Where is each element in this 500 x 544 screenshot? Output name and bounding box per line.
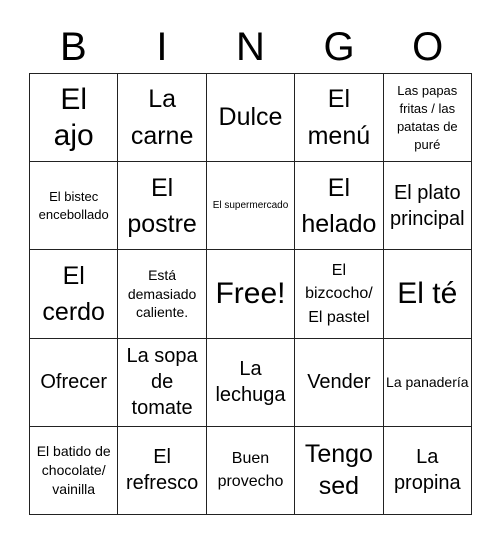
- cell-text: La carne: [130, 85, 194, 150]
- cell-text: Ofrecer: [40, 371, 108, 394]
- header-letter-o: O: [412, 25, 444, 69]
- cell-text: La panadería: [386, 373, 469, 390]
- cell-text: El cerdo: [42, 261, 105, 326]
- cell-text: La lechuga: [215, 358, 286, 407]
- cell-text: El bistec encebollado: [38, 188, 109, 222]
- cell-text: La sopa de tomate: [126, 345, 198, 420]
- cell-text: Vender: [307, 371, 371, 394]
- cell-text: El plato principal: [390, 181, 465, 230]
- bingo-cell[interactable]: [384, 339, 472, 427]
- cell-text: El helado: [301, 173, 377, 238]
- bingo-cell[interactable]: [384, 162, 472, 250]
- cell-text: Tengo sed: [304, 439, 373, 501]
- cell-text: El bizcocho/ El pastel: [305, 262, 373, 326]
- cell-text: Buen provecho: [217, 450, 284, 491]
- bingo-board: [29, 73, 472, 515]
- free-space-text: Free!: [215, 276, 286, 310]
- bingo-cell[interactable]: [118, 162, 206, 250]
- cell-text: La propina: [393, 446, 461, 495]
- cell-text: El té: [397, 276, 458, 310]
- bingo-cell[interactable]: [384, 74, 472, 162]
- bingo-cell[interactable]: [118, 339, 206, 427]
- cell-text: Dulce: [218, 103, 283, 132]
- bingo-cell[interactable]: [295, 250, 383, 338]
- header-letter-b: B: [59, 25, 87, 69]
- bingo-cell[interactable]: [118, 250, 206, 338]
- bingo-cell[interactable]: [295, 162, 383, 250]
- bingo-cell[interactable]: [30, 162, 118, 250]
- bingo-cell[interactable]: [30, 427, 118, 515]
- cell-text: Las papas fritas / las patatas de puré: [396, 82, 458, 152]
- cell-text: El postre: [127, 173, 197, 238]
- bingo-cell[interactable]: [384, 250, 472, 338]
- bingo-cell[interactable]: [118, 74, 206, 162]
- free-space-cell[interactable]: [207, 250, 295, 338]
- cell-text: Está demasiado caliente.: [127, 266, 197, 321]
- bingo-cell[interactable]: [30, 339, 118, 427]
- bingo-cell[interactable]: [207, 74, 295, 162]
- header-letter-g: G: [323, 25, 355, 69]
- cell-text: El refresco: [125, 446, 199, 495]
- bingo-cell[interactable]: [118, 427, 206, 515]
- bingo-header: [29, 20, 472, 74]
- cell-text: El supermercado: [212, 199, 289, 211]
- bingo-cell[interactable]: [30, 74, 118, 162]
- bingo-cell[interactable]: [30, 250, 118, 338]
- header-letter-n: N: [236, 25, 265, 69]
- bingo-cell[interactable]: [207, 427, 295, 515]
- cell-text: El menú: [307, 85, 371, 150]
- header-letter-i: I: [156, 25, 168, 69]
- bingo-cell[interactable]: [207, 339, 295, 427]
- bingo-cell[interactable]: [295, 74, 383, 162]
- bingo-cell[interactable]: [295, 427, 383, 515]
- cell-text: El ajo: [53, 82, 94, 152]
- bingo-cell[interactable]: [207, 162, 295, 250]
- bingo-cell[interactable]: [295, 339, 383, 427]
- bingo-cell[interactable]: [384, 427, 472, 515]
- cell-text: El batido de chocolate/ vainilla: [36, 443, 111, 497]
